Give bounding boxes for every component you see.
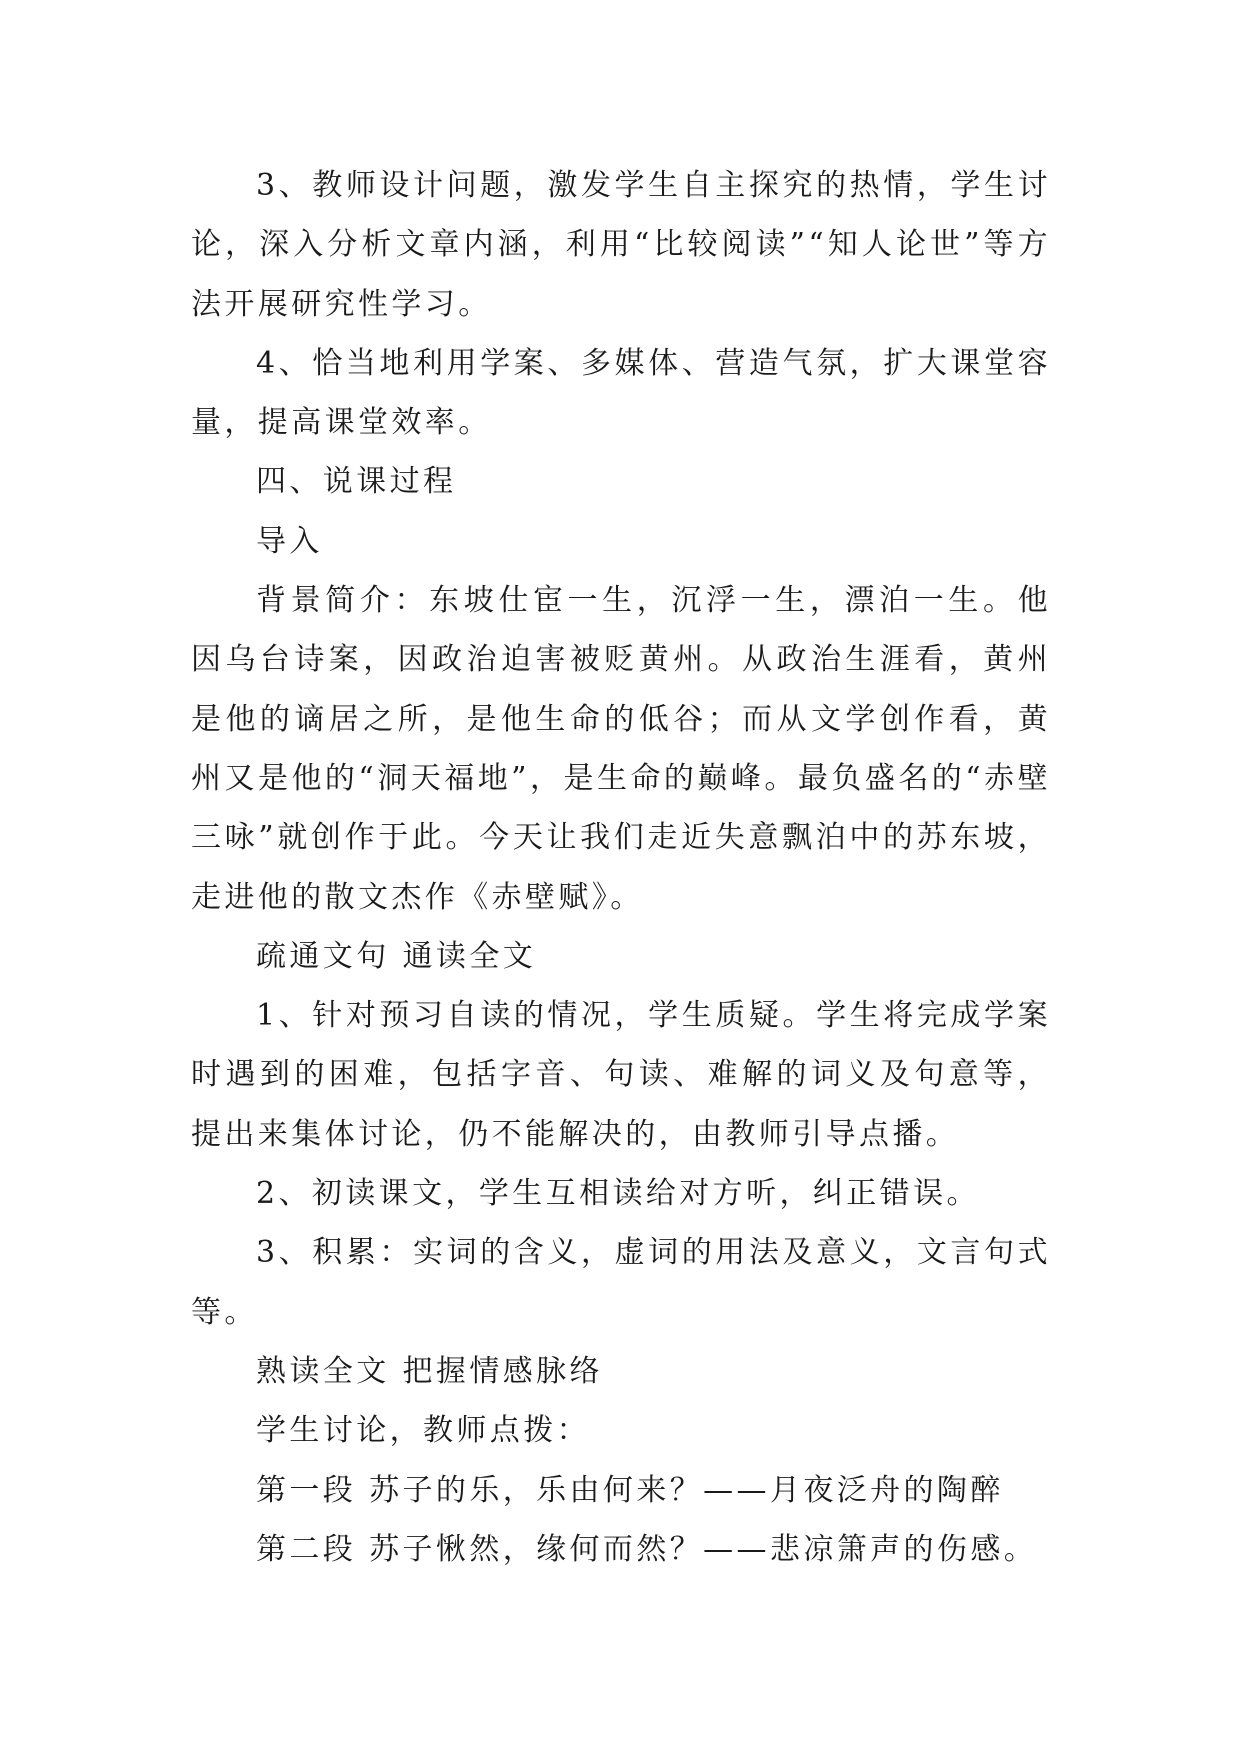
section-heading-lecture-process: 四、说课过程 xyxy=(256,464,457,500)
paragraph-discussion: 学生讨论，教师点拨： xyxy=(256,1413,590,1449)
paragraph-teaching-method-3: 3、教师设计问题，激发学生自主探究的热情，学生讨论，深入分析文章内涵，利用“比较阅读”“知人论世”等方法开展研究性学习。 xyxy=(191,168,1051,322)
paragraph-section-one: 第一段 苏子的乐，乐由何来？——月夜泛舟的陶醉 xyxy=(256,1472,1004,1508)
paragraph-background: 背景简介：东坡仕宦一生，沉浮一生，漂泊一生。他因乌台诗案，因政治迫害被贬黄州。从政治生涯看，黄州是他的谪居之所，是他生命的低谷；而从文学创作看，黄州又是他的“洞天福地”，是生命的巅峰。最负盛名的“赤壁三咏”就创作于此。今天让我们走近失意飘泊中的苏东坡，走进他的散文杰作《赤壁赋》。 xyxy=(191,583,1051,915)
paragraph-step-3: 3、积累：实词的含义，虚词的用法及意义，文言句式等。 xyxy=(191,1235,1051,1330)
document-page xyxy=(191,156,1051,1579)
subheading-read-through: 疏通文句 通读全文 xyxy=(256,938,537,974)
paragraph-step-2: 2、初读课文，学生互相读给对方听，纠正错误。 xyxy=(256,1176,980,1212)
paragraph-step-1: 1、针对预习自读的情况，学生质疑。学生将完成学案时遇到的困难，包括字音、句读、难解的词义及句意等，提出来集体讨论，仍不能解决的，由教师引导点播。 xyxy=(191,998,1051,1152)
subheading-emotional-thread: 熟读全文 把握情感脉络 xyxy=(256,1353,603,1389)
paragraph-section-two: 第二段 苏子愀然，缘何而然？——悲凉箫声的伤感。 xyxy=(256,1531,1038,1567)
paragraph-teaching-method-4: 4、恰当地利用学案、多媒体、营造气氛，扩大课堂容量，提高课堂效率。 xyxy=(191,345,1051,441)
subheading-introduction: 导入 xyxy=(256,523,323,559)
